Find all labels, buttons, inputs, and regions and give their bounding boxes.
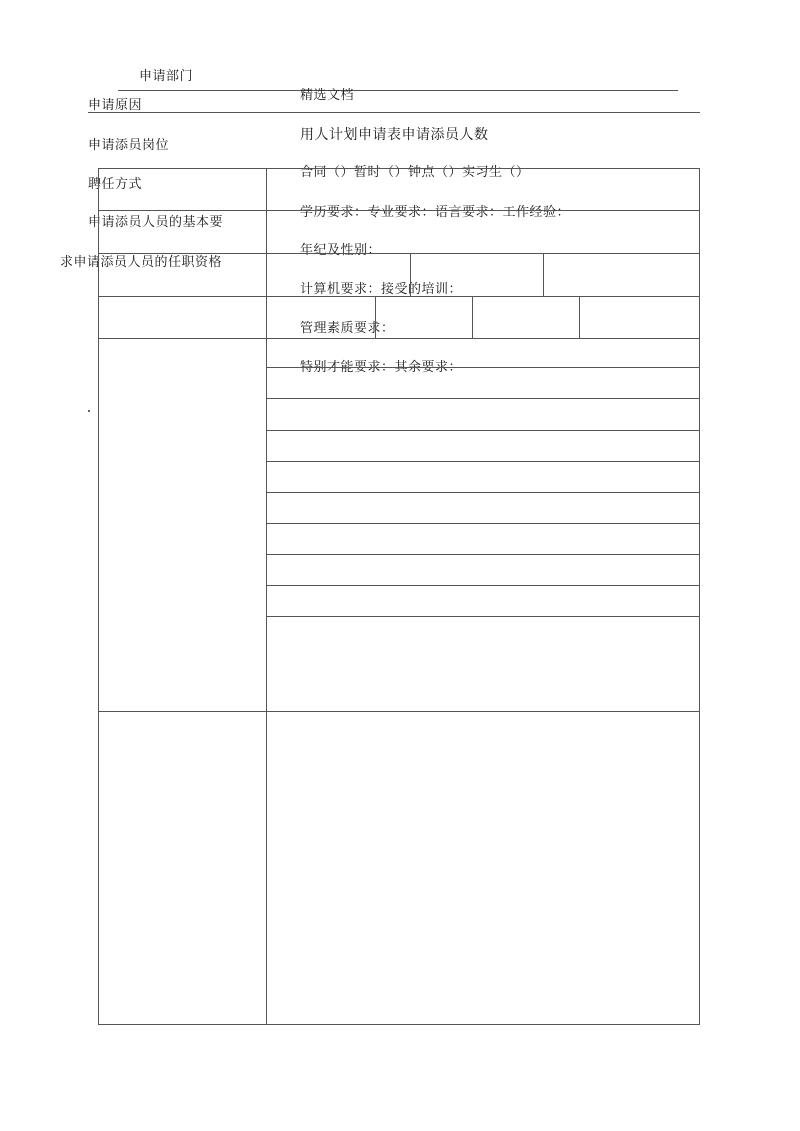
cell-divider bbox=[375, 296, 376, 338]
computer-training-line: 计算机要求：接受的培训： bbox=[300, 282, 463, 297]
row-line bbox=[266, 616, 700, 617]
label-basic-requirements: 申请添员人员的基本要 bbox=[88, 215, 224, 230]
row-line bbox=[266, 367, 700, 368]
label-reason: 申请原因 bbox=[88, 98, 143, 113]
contract-type-line: 合同（）暂时（）钟点（）实习生（） bbox=[300, 165, 530, 180]
table-top-border bbox=[98, 168, 700, 169]
label-employment: 聘任方式 bbox=[88, 177, 143, 192]
form-title: 用人计划申请表申请添员人数 bbox=[300, 127, 489, 143]
header-rule-bottom bbox=[88, 112, 700, 113]
row-line bbox=[98, 296, 700, 297]
stray-dot bbox=[88, 410, 90, 412]
row-line bbox=[266, 398, 700, 399]
label-qualifications: 求申请添员人员的任职资格 bbox=[60, 255, 223, 270]
special-talent-line: 特别才能要求：其余要求： bbox=[300, 360, 463, 375]
doc-label: 精选文档 bbox=[300, 88, 355, 103]
row-line bbox=[266, 492, 700, 493]
row-line bbox=[266, 461, 700, 462]
management-quality-line: 管理素质要求： bbox=[300, 321, 395, 336]
cell-divider bbox=[579, 296, 580, 338]
row-line bbox=[98, 253, 700, 254]
row-line bbox=[266, 585, 700, 586]
row-line bbox=[98, 711, 700, 712]
dept-label: 申请部门 bbox=[139, 69, 194, 84]
row-line bbox=[98, 210, 700, 211]
row-line bbox=[266, 430, 700, 431]
education-requirements-line: 学历要求：专业要求：语言要求：工作经验： bbox=[300, 205, 571, 220]
age-gender-line: 年纪及性别： bbox=[300, 243, 382, 258]
table-bottom-border bbox=[98, 1024, 700, 1025]
cell-divider bbox=[543, 253, 544, 296]
cell-divider bbox=[410, 253, 411, 296]
cell-divider bbox=[472, 296, 473, 338]
row-line bbox=[266, 554, 700, 555]
row-line bbox=[98, 338, 700, 339]
header-rule-top bbox=[118, 90, 678, 91]
label-position: 申请添员岗位 bbox=[88, 138, 170, 153]
row-line bbox=[266, 523, 700, 524]
